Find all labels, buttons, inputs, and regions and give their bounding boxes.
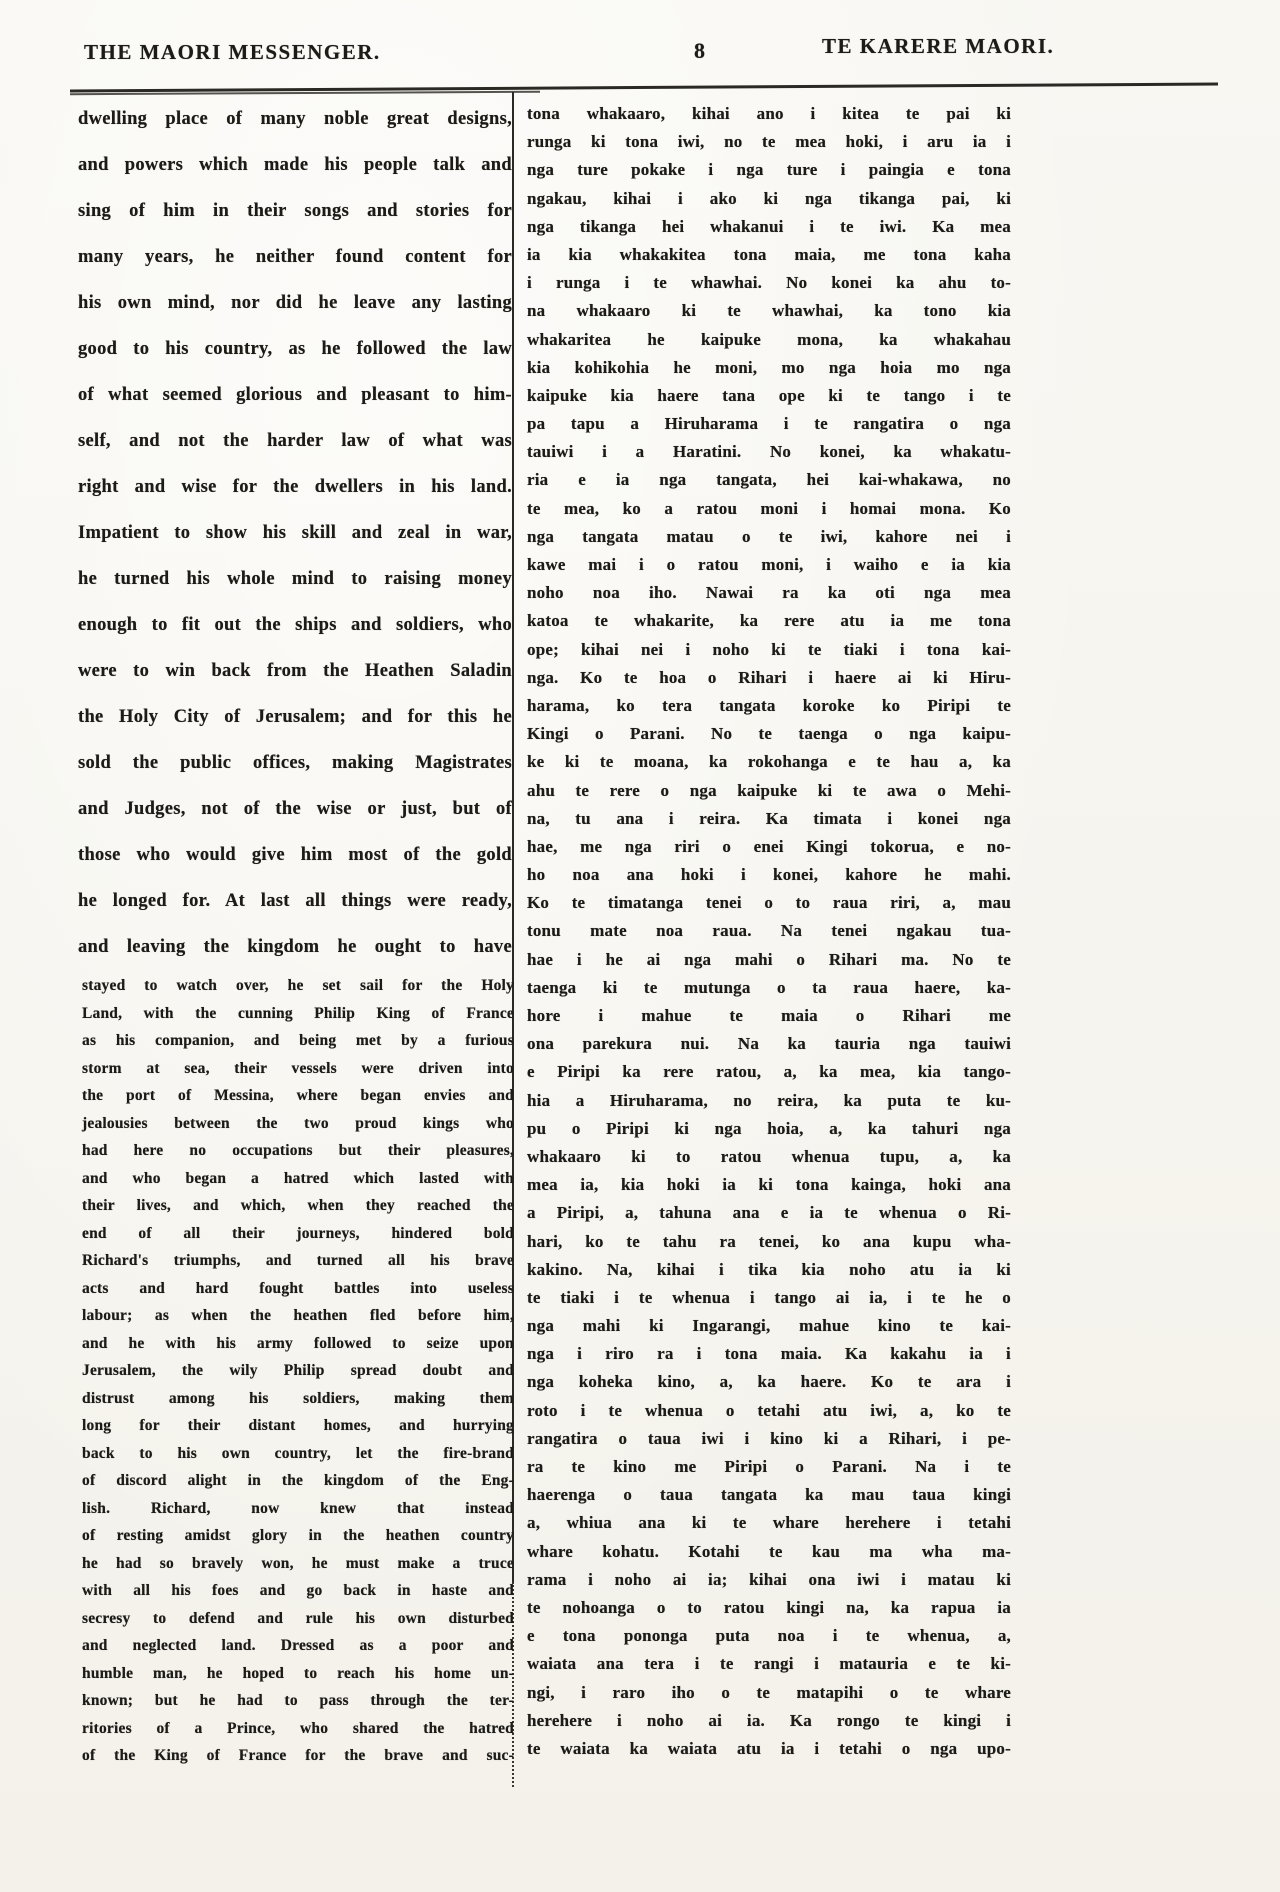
maori-text-line: whakaaro ki to ratou whenua tupu, a, ka	[527, 1146, 1011, 1166]
maori-text-line: ngakau, kihai i ako ki nga tikanga pai, ki	[527, 188, 1011, 208]
maori-text-line: Kingi o Parani. No te taenga o nga kaipu-	[527, 724, 1011, 744]
english-text-line: he longed for. At last all things were ready,	[78, 891, 512, 911]
maori-text-line: rama i noho ai ia; kihai ona iwi i matau ki	[527, 1569, 1011, 1589]
english-text-line: known; but he had to pass through the ter-	[82, 1692, 514, 1709]
maori-text-line: hae i he ai nga mahi o Rihari ma. No te	[527, 949, 1011, 969]
maori-text-line: ia kia whakakitea tona maia, me tona kaha	[527, 244, 1011, 264]
maori-text-line: a, whiua ana ki te whare herehere i tetahi	[527, 1513, 1011, 1533]
maori-text-line: katoa te whakarite, ka rere atu ia me tona	[527, 611, 1011, 631]
english-text-line: self, and not the harder law of what was	[78, 431, 512, 451]
maori-text-line: nga mahi ki Ingarangi, mahue kino te kai-	[527, 1316, 1011, 1336]
maori-text-line: mea ia, kia hoki ia ki tona kainga, hoki ana	[527, 1175, 1011, 1195]
maori-text-line: rangatira o taua iwi i kino ki a Rihari, i pe-	[527, 1428, 1011, 1448]
english-text-line: and he with his army followed to seize upon	[82, 1334, 514, 1352]
maori-text-line: ho noa ana hoki i konei, kahore he mahi.	[527, 865, 1011, 885]
maori-text-line: ope; kihai nei i noho ki te tiaki i tona kai-	[527, 639, 1011, 659]
english-text-line: back to his own country, let the fire-brand	[82, 1444, 514, 1462]
english-text-line: with all his foes and go back in haste and	[82, 1582, 514, 1599]
english-text-line: of what seemed glorious and pleasant to him-	[78, 385, 512, 405]
english-text-line: those who would give him most of the gold	[78, 845, 512, 865]
english-text-line: sold the public offices, making Magistrates	[78, 753, 512, 773]
maori-text-line: na whakaaro ki te whawhai, ka tono kia	[527, 301, 1011, 321]
maori-text-line: runga ki tona iwi, no te mea hoki, i aru ia i	[527, 132, 1011, 152]
header-rule	[70, 82, 1218, 92]
maori-text-line: whare kohatu. Kotahi te kau ma wha ma-	[527, 1541, 1011, 1561]
english-text-line: and who began a hatred which lasted with	[82, 1169, 514, 1187]
maori-text-line: nga koheka kino, a, ka haere. Ko te ara i	[527, 1372, 1011, 1392]
english-text-line: right and wise for the dwellers in his land.	[78, 477, 512, 497]
english-text-line: and Judges, not of the wise or just, but of	[78, 799, 512, 819]
english-text-line: and leaving the kingdom he ought to have	[78, 937, 512, 957]
english-text-line: distrust among his soldiers, making them	[82, 1389, 514, 1407]
maori-text-line: hia a Hiruharama, no reira, ka puta te ku-	[527, 1090, 1011, 1110]
maori-text-line: hari, ko te tahu ra tenei, ko ana kupu wha-	[527, 1231, 1011, 1251]
maori-text-line: na, tu ana i reira. Ka timata i konei nga	[527, 808, 1011, 828]
english-text-line: stayed to watch over, he set sail for the Holy	[82, 977, 514, 994]
maori-text-line: Ko te timatanga tenei o to raua riri, a, mau	[527, 893, 1011, 913]
english-text-line: Impatient to show his skill and zeal in war,	[78, 523, 512, 543]
english-text-line: Jerusalem, the wily Philip spread doubt and	[82, 1362, 514, 1379]
masthead	[0, 34, 1280, 70]
english-text-line: end of all their journeys, hindered bold	[82, 1224, 514, 1242]
english-text-line: acts and hard fought battles into useless	[82, 1279, 514, 1297]
maori-text-line: te mea, ko a ratou moni i homai mona. Ko	[527, 498, 1011, 518]
maori-text-line: noho noa iho. Nawai ra ka oti nga mea	[527, 583, 1011, 603]
english-text-line: and powers which made his people talk and	[78, 155, 512, 175]
maori-text-line: nga tangata matau o te iwi, kahore nei i	[527, 526, 1011, 546]
english-text-line: the port of Messina, where began envies and	[82, 1087, 514, 1104]
maori-text-line: herehere i noho ai ia. Ka rongo te kingi i	[527, 1710, 1011, 1730]
maori-text-line: tauiwi i a Haratini. No konei, ka whakatu-	[527, 442, 1011, 462]
english-text-line: many years, he neither found content for	[78, 247, 512, 267]
maori-text-line: tonu mate noa raua. Na tenei ngakau tua-	[527, 921, 1011, 941]
english-text-line: good to his country, as he followed the law	[78, 339, 512, 359]
english-text-line: their lives, and which, when they reached the	[82, 1197, 514, 1214]
maori-text-line: nga. Ko te hoa o Rihari i haere ai ki Hiru-	[527, 667, 1011, 687]
english-text-line: of resting amidst glory in the heathen country	[82, 1527, 514, 1544]
english-text-line: sing of him in their songs and stories for	[78, 201, 512, 221]
maori-text-line: e Piripi ka rere ratou, a, ka mea, kia tango-	[527, 1062, 1011, 1082]
english-text-line: humble man, he hoped to reach his home un-	[82, 1664, 514, 1682]
maori-text-line: ke ki te moana, ka rokohanga e te hau a, ka	[527, 752, 1011, 772]
english-text-line: ritories of a Prince, who shared the hatred	[82, 1719, 514, 1737]
maori-text-line: a Piripi, a, tahuna ana e ia te whenua o Ri-	[527, 1203, 1011, 1223]
maori-text-line: ona parekura nui. Na ka tauria nga tauiwi	[527, 1034, 1011, 1054]
maori-text-line: roto i te whenua o tetahi atu iwi, a, ko te	[527, 1400, 1011, 1420]
english-text-line: and neglected land. Dressed as a poor and	[82, 1637, 514, 1654]
masthead-title-english: THE MAORI MESSENGER.	[84, 40, 381, 64]
english-text-line: the Holy City of Jerusalem; and for this he	[78, 707, 512, 727]
english-text-line: enough to fit out the ships and soldiers, who	[78, 615, 512, 635]
maori-text-line: ahu te rere o nga kaipuke ki te awa o Mehi-	[527, 780, 1011, 800]
maori-text-line: te tiaki i te whenua i tango ai ia, i te he o	[527, 1287, 1011, 1307]
maori-text-line: hae, me nga riri o enei Kingi tokorua, e no-	[527, 836, 1011, 856]
maori-text-line: whakaritea he kaipuke mona, ka whakahau	[527, 329, 1011, 349]
maori-text-line: pa tapu a Hiruharama i te rangatira o nga	[527, 414, 1011, 434]
english-text-line: of discord alight in the kingdom of the Eng-	[82, 1472, 514, 1489]
maori-text-line: waiata ana tera i te rangi i matauria e te ki-	[527, 1654, 1011, 1674]
english-text-line: of the King of France for the brave and suc-	[82, 1747, 514, 1764]
maori-text-line: harama, ko tera tangata koroke ko Piripi te	[527, 695, 1011, 715]
maori-text-line: nga i riro ra i tona maia. Ka kakahu ia i	[527, 1344, 1011, 1364]
maori-text-line: kawe mai i o ratou moni, i waiho e ia kia	[527, 555, 1011, 574]
maori-column-text	[527, 100, 1011, 1763]
maori-text-line: hore i mahue te maia o Rihari me	[527, 1006, 1011, 1025]
english-text-line: were to win back from the Heathen Saladin	[78, 661, 512, 681]
english-text-line: lish. Richard, now knew that instead	[82, 1499, 514, 1517]
maori-text-line: nga ture pokake i nga ture i paingia e tona	[527, 160, 1011, 180]
english-text-line: he turned his whole mind to raising money	[78, 569, 512, 589]
maori-text-line: pu o Piripi ki nga hoia, a, ka tahuri nga	[527, 1118, 1011, 1138]
english-text-line: labour; as when the heathen fled before him,	[82, 1307, 514, 1324]
maori-text-line: kaipuke kia haere tana ope ki te tango i te	[527, 385, 1011, 405]
english-text-line: jealousies between the two proud kings who	[82, 1114, 514, 1132]
maori-text-line: te nohoanga o to ratou kingi na, ka rapua ia	[527, 1597, 1011, 1617]
maori-text-line: ria e ia nga tangata, hei kai-whakawa, no	[527, 470, 1011, 490]
english-column-large-text	[78, 97, 512, 971]
english-text-line: long for their distant homes, and hurrying	[82, 1417, 514, 1434]
english-text-line: storm at sea, their vessels were driven into	[82, 1059, 514, 1077]
english-column-small-text	[82, 972, 514, 1770]
english-text-line: as his companion, and being met by a furious	[82, 1032, 514, 1049]
maori-text-line: te waiata ka waiata atu ia i tetahi o nga upo-	[527, 1738, 1011, 1758]
maori-text-line: kia kohikohia he moni, mo nga hoia mo nga	[527, 357, 1011, 377]
maori-text-line: haerenga o taua tangata ka mau taua kingi	[527, 1485, 1011, 1505]
english-text-line: he had so bravely won, he must make a truce	[82, 1554, 514, 1572]
maori-text-line: ra te kino me Piripi o Parani. Na i te	[527, 1457, 1011, 1476]
english-text-line: Richard's triumphs, and turned all his brave	[82, 1252, 514, 1269]
maori-text-line: ngi, i raro iho o te matapihi o te whare	[527, 1682, 1011, 1702]
page-number: 8	[694, 38, 707, 63]
maori-text-line: kakino. Na, kihai i tika kia noho atu ia ki	[527, 1259, 1011, 1279]
maori-text-line: e tona pononga puta noa i te whenua, a,	[527, 1626, 1011, 1646]
maori-text-line: taenga ki te mutunga o ta raua haere, ka-	[527, 977, 1011, 997]
masthead-title-maori: TE KARERE MAORI.	[822, 34, 1055, 58]
english-text-line: Land, with the cunning Philip King of France	[82, 1004, 514, 1022]
english-text-line: his own mind, nor did he leave any lasting	[78, 293, 512, 313]
maori-text-line: nga tikanga hei whakanui i te iwi. Ka mea	[527, 216, 1011, 236]
english-text-line: dwelling place of many noble great designs,	[78, 109, 512, 129]
english-text-line: had here no occupations but their pleasures,	[82, 1142, 514, 1159]
maori-text-line: tona whakaaro, kihai ano i kitea te pai ki	[527, 104, 1011, 123]
english-text-line: secresy to defend and rule his own disturbed	[82, 1609, 514, 1627]
maori-text-line: i runga i te whawhai. No konei ka ahu to-	[527, 273, 1011, 293]
